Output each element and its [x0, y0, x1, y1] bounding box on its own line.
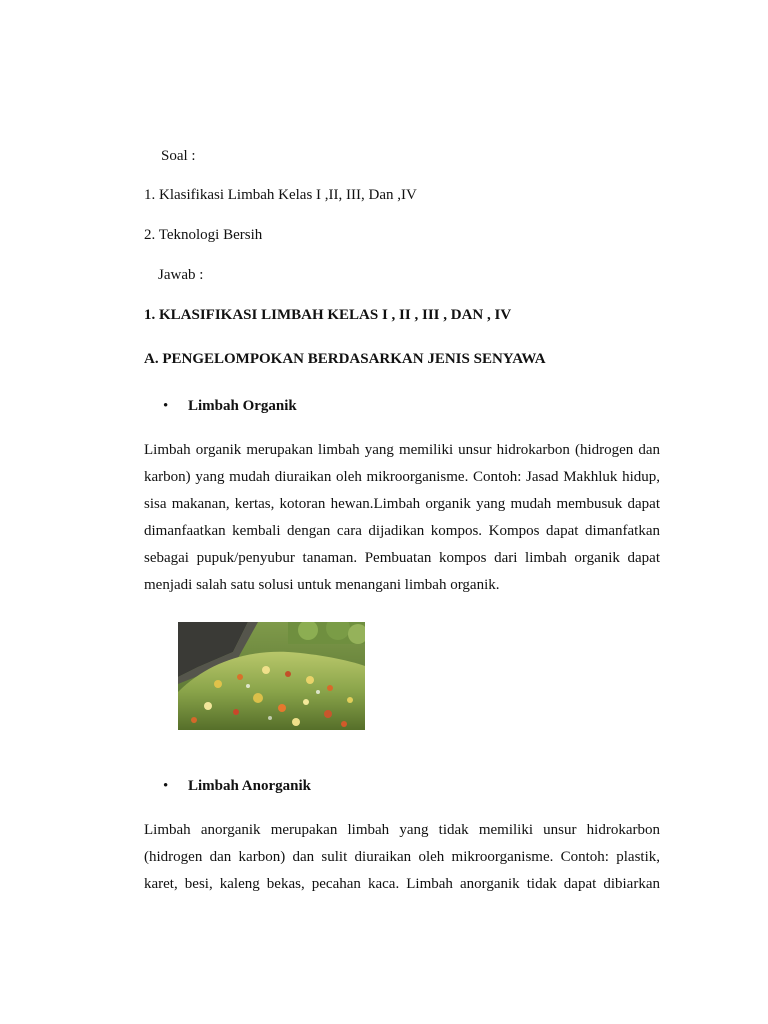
subsection-title: A. PENGELOMPOKAN BERDASARKAN JENIS SENYAWA [144, 351, 546, 367]
soal-heading: Soal : [161, 148, 196, 164]
compost-waste-photo [178, 622, 365, 730]
limbah-organik-paragraph: Limbah organik merupakan limbah yang memiliki unsur hidrokarbon (hidrogen dan karbon) yang mudah diuraikan oleh mikroorganisme. Contoh: Jasad Makhluk hidup, sisa makanan, kertas, kotoran hewan.Limbah organik yang mudah membusuk dapat dimanfaatkan kembali dengan cara dijadikan kompos. Kompos dapat dimanfatkan sebagai pupuk/penyubur tanaman. Pembuatan kompos dari limbah organik dapat menjadi salah satu solusi untuk menangani limbah organik. [144, 442, 660, 593]
soal-item-2: 2. Teknologi Bersih [144, 227, 263, 243]
limbah-anorganik-paragraph: Limbah anorganik merupakan limbah yang tidak memiliki unsur hidrokarbon (hidrogen dan karbon) dan sulit diuraikan oleh mikroorganisme. Contoh: plastik, karet, besi, kaleng bekas, pecahan kaca. Limbah anorganik tidak dapat dibiarkan [144, 822, 660, 892]
section-title: 1. KLASIFIKASI LIMBAH KELAS I , II , III , DAN , IV [144, 307, 512, 323]
soal-item-1: 1. Klasifikasi Limbah Kelas I ,II, III, Dan ,IV [144, 187, 417, 203]
jawab-heading: Jawab : [158, 267, 204, 283]
bullet-icon: • [163, 778, 169, 794]
limbah-anorganik-title: Limbah Anorganik [188, 778, 311, 794]
bullet-icon: • [163, 398, 169, 414]
limbah-organik-title: Limbah Organik [188, 398, 297, 414]
